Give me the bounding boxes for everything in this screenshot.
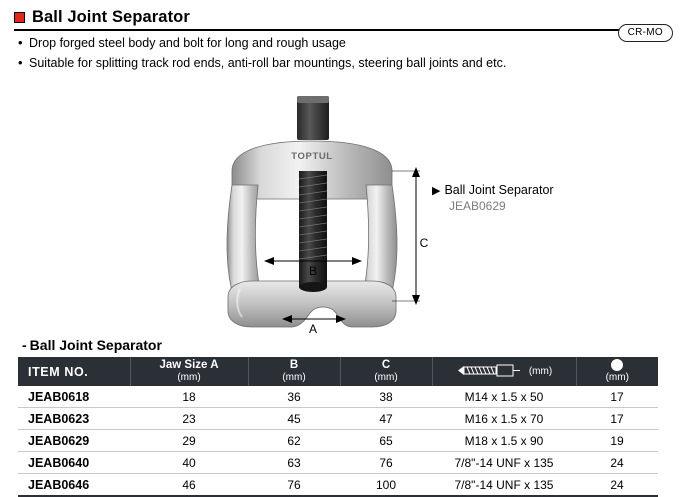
title-divider (14, 29, 632, 31)
column-header-jaw-size-unit: (mm) (177, 372, 201, 383)
cell-b: 63 (248, 452, 340, 474)
column-header-jaw-size-label: Jaw Size A (159, 359, 219, 371)
callout-code: JEAB0629 (449, 199, 506, 213)
cell-jaw-size: 40 (130, 452, 248, 474)
column-header-item-no: ITEM NO. (18, 357, 130, 386)
table-heading-dash: - (22, 337, 27, 353)
svg-text:B: B (308, 264, 318, 278)
column-header-c-unit: (mm) (374, 372, 398, 383)
cell-hex: 24 (576, 474, 658, 497)
table-row (18, 430, 658, 452)
product-callout (432, 183, 554, 213)
cell-hex: 24 (576, 452, 658, 474)
column-header-b-unit: (mm) (282, 372, 306, 383)
table-heading (22, 337, 162, 353)
table-header-row (18, 357, 658, 386)
cell-jaw-size: 46 (130, 474, 248, 497)
table-row (18, 474, 658, 497)
cell-hex: 19 (576, 430, 658, 452)
hex-head-icon (611, 359, 623, 371)
column-header-thread-unit: (mm) (528, 366, 553, 377)
cell-b: 62 (248, 430, 340, 452)
cell-item-no: JEAB0629 (18, 430, 130, 452)
cell-c: 47 (340, 408, 432, 430)
list-item (18, 53, 506, 73)
feature-list (18, 33, 506, 73)
material-badge: CR-MO (618, 24, 673, 42)
title-marker-icon (14, 12, 25, 23)
feature-text-1: Drop forged steel body and bolt for long and rough usage (29, 36, 346, 50)
specification-table (18, 357, 658, 497)
svg-text:TOPTUL: TOPTUL (291, 151, 333, 162)
cell-item-no: JEAB0618 (18, 386, 130, 408)
cell-item-no: JEAB0640 (18, 452, 130, 474)
bullet-icon: • (18, 55, 23, 70)
cell-item-no: JEAB0623 (18, 408, 130, 430)
cell-thread: M14 x 1.5 x 50 (432, 386, 576, 408)
cell-hex: 17 (576, 408, 658, 430)
ball-joint-separator-drawing (0, 75, 690, 333)
cell-c: 100 (340, 474, 432, 497)
cell-jaw-size: 29 (130, 430, 248, 452)
page-title (14, 8, 190, 27)
cell-thread: M16 x 1.5 x 70 (432, 408, 576, 430)
bullet-icon: • (18, 35, 23, 50)
cell-jaw-size: 18 (130, 386, 248, 408)
table-heading-text: Ball Joint Separator (29, 337, 162, 353)
svg-text:A: A (308, 322, 318, 333)
cell-jaw-size: 23 (130, 408, 248, 430)
table-row (18, 452, 658, 474)
cell-item-no: JEAB0646 (18, 474, 130, 497)
list-item (18, 33, 506, 53)
column-header-hex (576, 357, 658, 386)
column-header-c-label: C (381, 359, 391, 371)
column-header-b-label: B (289, 359, 299, 371)
feature-text-2: Suitable for splitting track rod ends, anti-roll bar mountings, steering ball joints and etc. (29, 56, 507, 70)
page-title-text: Ball Joint Separator (32, 8, 190, 26)
column-header-b (248, 357, 340, 386)
cell-c: 65 (340, 430, 432, 452)
cell-hex: 17 (576, 386, 658, 408)
column-header-c (340, 357, 432, 386)
product-illustration (0, 75, 690, 333)
callout-arrow-icon: ▶ (432, 185, 441, 197)
cell-b: 45 (248, 408, 340, 430)
cell-thread: 7/8"-14 UNF x 135 (432, 474, 576, 497)
cell-c: 76 (340, 452, 432, 474)
cell-c: 38 (340, 386, 432, 408)
table-row (18, 408, 658, 430)
cell-b: 36 (248, 386, 340, 408)
bolt-thread-icon (456, 364, 522, 380)
cell-thread: M18 x 1.5 x 90 (432, 430, 576, 452)
column-header-thread (432, 357, 576, 386)
svg-text:C: C (419, 236, 429, 250)
column-header-hex-unit: (mm) (605, 372, 629, 383)
table-row (18, 386, 658, 408)
cell-b: 76 (248, 474, 340, 497)
column-header-jaw-size (130, 357, 248, 386)
cell-thread: 7/8"-14 UNF x 135 (432, 452, 576, 474)
callout-label: Ball Joint Separator (444, 183, 554, 197)
